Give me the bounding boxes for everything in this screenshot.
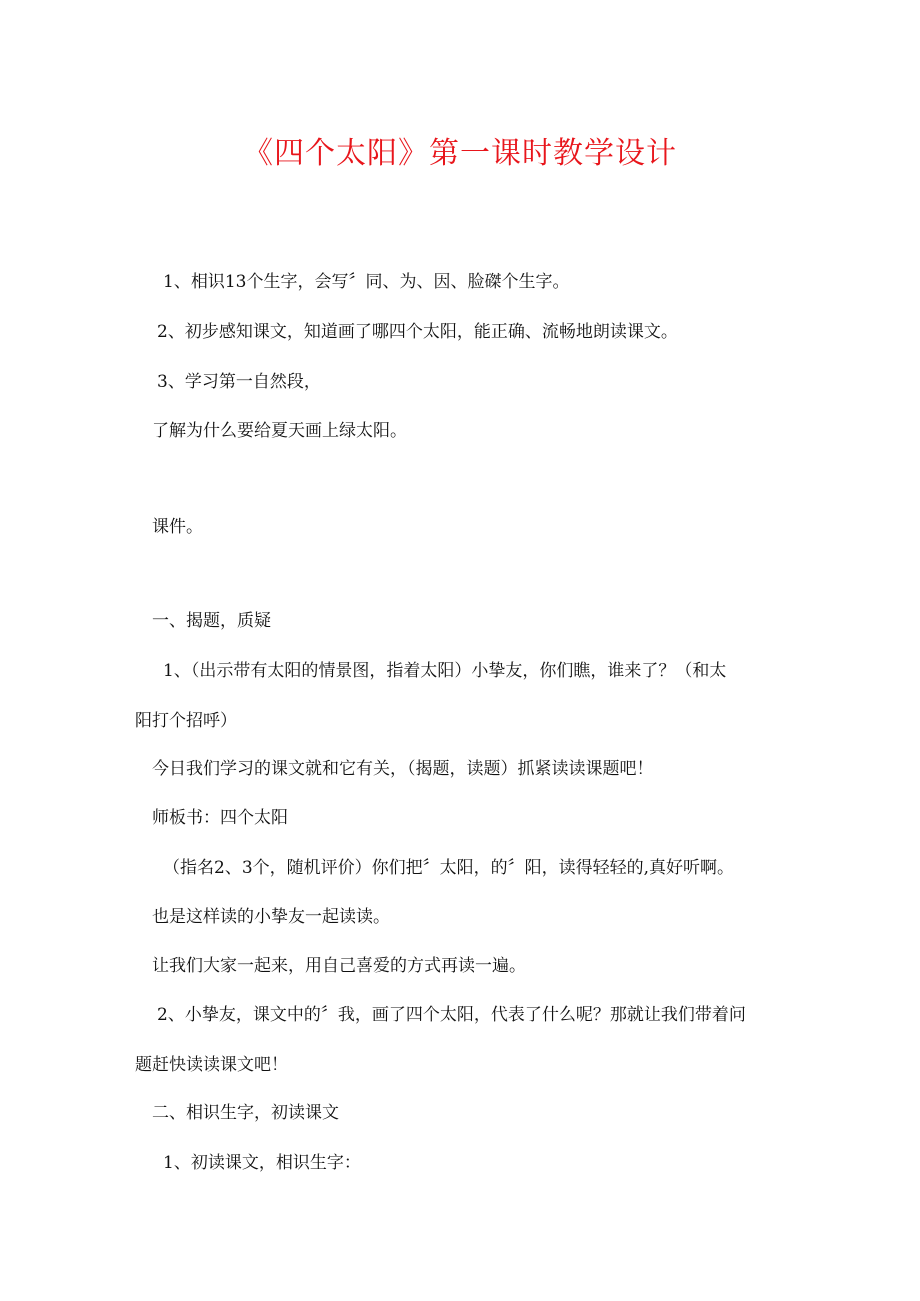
process-line-6: 也是这样读的小挚友一起读读。 [152, 907, 390, 927]
document-title: 《四个太阳》第一课时教学设计 [243, 136, 677, 171]
section-heading-2: 二、相识生字，初读课文 [152, 1103, 339, 1123]
objective-line-1: 1、相识13个生字，会写〞同、为、因、脸磔个生字。 [163, 272, 570, 292]
preparation-line: 课件。 [152, 517, 203, 537]
objective-line-2: 2、初步感知课文，知道画了哪四个太阳，能正确、流畅地朗读课文。 [157, 322, 678, 342]
process-line-3: 今日我们学习的课文就和它有关，（揭题，读题）抓紧读读课题吧！ [152, 759, 654, 779]
process-line-1: 1、（出示带有太阳的情景图，指着太阳）小挚友，你们瞧，谁来了？（和太 [163, 661, 727, 681]
process-line-2: 阳打个招呼） [135, 711, 237, 731]
process-line-5: （指名2、3个，随机评价）你们把〞太阳，的〞阳，读得轻轻的,真好听啊。 [163, 858, 735, 878]
process-line-9: 题赶快读读课文吧！ [135, 1055, 288, 1075]
objective-line-4: 了解为什么要给夏天画上绿太阳。 [152, 421, 407, 441]
process-line-10: 1、初读课文，相识生字： [163, 1153, 361, 1173]
objective-line-3: 3、学习第一自然段， [157, 372, 321, 392]
process-line-8: 2、小挚友，课文中的〞我，画了四个太阳，代表了什么呢？那就让我们带着问 [157, 1005, 746, 1025]
process-line-4: 师板书：四个太阳 [152, 808, 288, 828]
process-line-7: 让我们大家一起来，用自己喜爱的方式再读一遍。 [152, 956, 526, 976]
section-heading-1: 一、揭题，质疑 [152, 611, 271, 631]
